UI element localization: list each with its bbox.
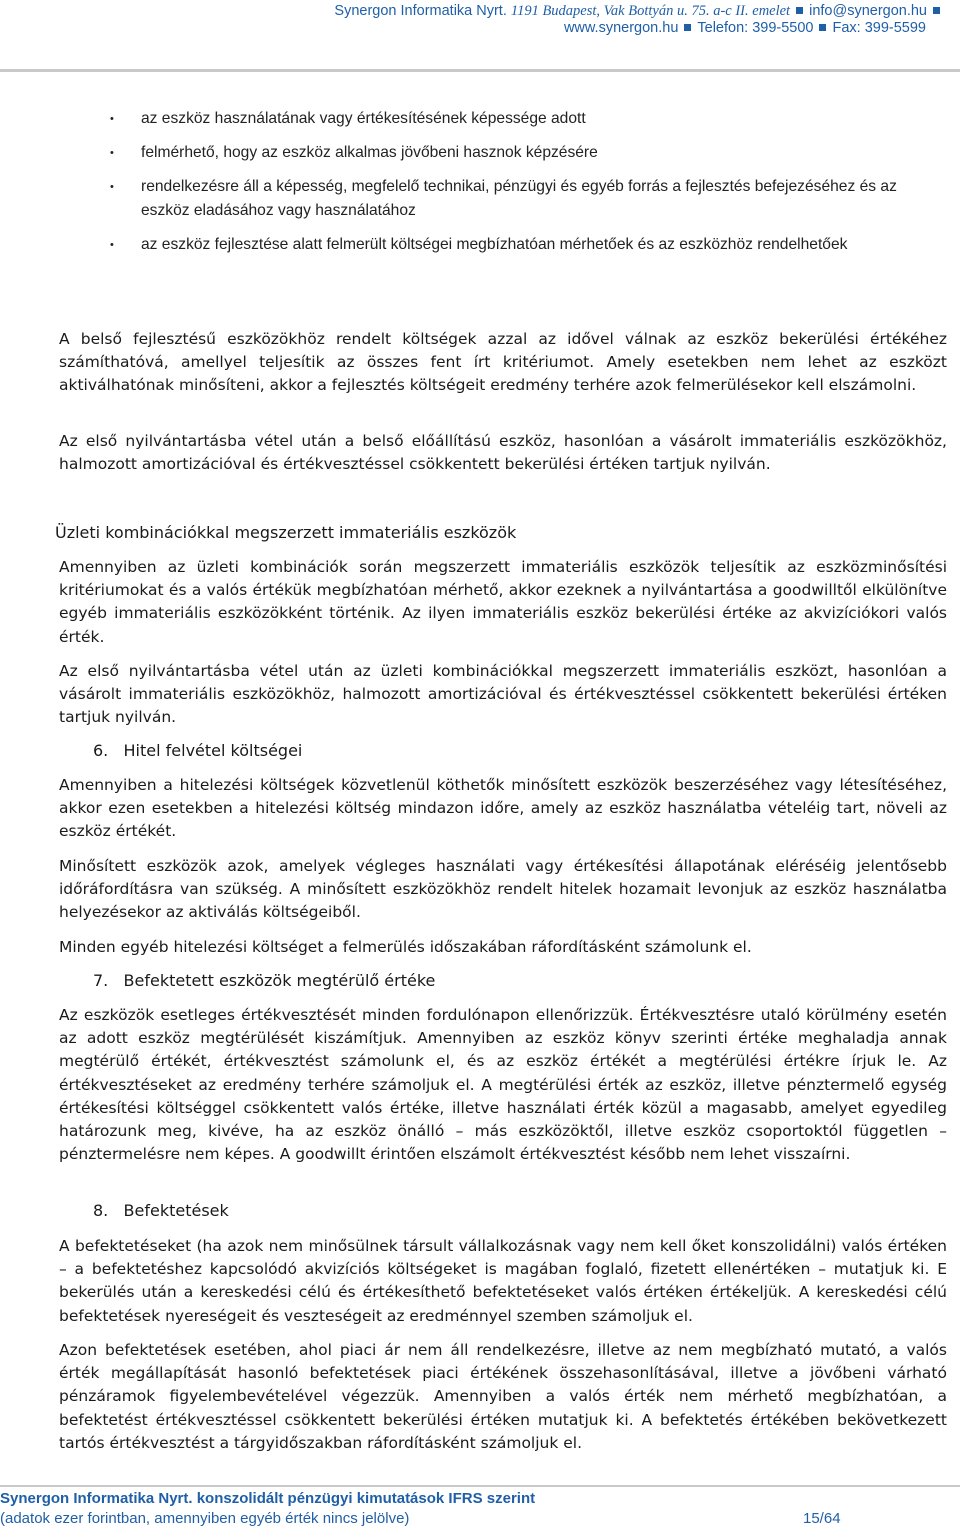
header-divider <box>0 69 960 72</box>
header-line-1 <box>334 3 946 20</box>
header-email[interactable]: info@synergon.hu <box>809 3 927 19</box>
header-company: Synergon Informatika Nyrt. <box>334 3 507 19</box>
paragraph: Amennyiben az üzleti kombinációk során megszerzett immateriális eszközök teljesítik az eszközminősítési kritériumokat és a valós értékük megbízhatóan mérhető, akkor ezeknek a nyilvántartása a goodwilltől elkülönítve egyéb immateriális eszközökként történik. Az ilyen immateriális eszköz bekerülési értéke az akvizíciókori valós érték. <box>59 558 947 646</box>
square-bullet-icon <box>796 7 803 14</box>
list-item: • rendelkezésre áll a képesség, megfelelő technikai, pénzügyi és egyéb forrás a fejlesztés befejezéséhez és az eszköz eladásához vagy használatához <box>110 175 900 223</box>
section-heading: 7. Befektetett eszközök megtérülő értéke <box>93 971 436 990</box>
paragraph: Minősített eszközök azok, amelyek végleges használati vagy értékesítési állapotának eléréséig jelentősebb időráfordításra van szükség. A minősített eszközökhöz rendelt hitelek hozamait levonjuk az eszköz használatba helyezésekor az aktiválás költségeiből. <box>59 857 947 922</box>
square-bullet-icon <box>933 7 940 14</box>
footer-title: Synergon Informatika Nyrt. konszolidált pénzügyi kimutatások IFRS szerint <box>0 1490 536 1507</box>
header-fax: Fax: 399-5599 <box>832 20 926 36</box>
paragraph: Amennyiben a hitelezési költségek közvetlenül köthetők minősített eszközök beszerzéséhez vagy létesítéséhez, akkor ezen esetekben a hitelezési költség mindazon időre, amely az eszköz használatba vételéig tart, növeli az eszköz értékét. <box>59 776 947 841</box>
header-address: 1191 Budapest, Vak Bottyán u. 75. a-c II. emelet <box>510 3 791 19</box>
list-item: • felmérhető, hogy az eszköz alkalmas jövőbeni hasznok képzésére <box>110 141 900 165</box>
square-bullet-icon <box>819 24 826 31</box>
footer-note: (adatok ezer forintban, amennyiben egyéb érték nincs jelölve) <box>0 1510 410 1527</box>
section-heading: 8. Befektetések <box>93 1201 229 1220</box>
page-header <box>334 3 946 37</box>
paragraph: Azon befektetések esetében, ahol piaci ár nem áll rendelkezésre, illetve az nem megbízható mutató, a valós érték megállapítását hasonló befektetések piaci értékének összehasonlításával, illetve a jövőbeni várható pénzáramok figyelembevételével végezzük. Amennyiben a valós érték nem mérhető megbízhatóan, a befektetést értékvesztéssel csökkentett bekerülési értéken mutatjuk ki. A befektetés értékében bekövetkezett tartós értékvesztést a tárgyidőszakban ráfordításként számoljuk el. <box>59 1341 947 1452</box>
section-heading: Üzleti kombinációkkal megszerzett immateriális eszközök <box>55 523 517 542</box>
list-item: • az eszköz használatának vagy értékesítésének képessége adott <box>110 107 900 131</box>
header-website[interactable]: www.synergon.hu <box>563 20 679 36</box>
paragraph: A belső fejlesztésű eszközökhöz rendelt költségek azzal az idővel válnak az eszköz bekerülési értékéhez számíthatóvá, amellyel teljesítik az összes fent írt kritériumot. Amely esetekben nem lehet az eszközt aktiválhatónak minősíteni, akkor a fejlesztés költségeit eredmény terhére azok felmerülésekor kell elszámolni. <box>59 330 947 395</box>
square-bullet-icon <box>684 24 691 31</box>
paragraph: Az első nyilvántartásba vétel után a belső előállítású eszköz, hasonlóan a vásárolt immateriális eszközökhöz, halmozott amortizációval és értékvesztéssel csökkentett bekerülési értéken tartjuk nyilván. <box>59 432 947 474</box>
paragraph: Minden egyéb hitelezési költséget a felmerülés időszakában ráfordításként számolunk el. <box>59 938 752 956</box>
list-item: • az eszköz fejlesztése alatt felmerült költségei megbízhatóan mérhetőek és az eszközhöz rendelhetőek <box>110 233 900 257</box>
criteria-list <box>110 107 900 267</box>
paragraph: Az eszközök esetleges értékvesztését minden fordulónapon ellenőrizzük. Értékvesztésre utaló körülmény esetén az adott eszköz megtérülését kiszámítjuk. Amennyiben az eszköz könyv szerinti értéke meghaladja annak megtérülő értékét, értékvesztést számolunk el, és az eszköz értékét a megtérülési értékre írjuk le. Az értékvesztéseket az eredmény terhére számoljuk el. A megtérülési érték az eszköz, illetve pénztermelő egység értékesítési költséggel csökkentett valós értéke, illetve használati érték közül a magasabb, amelyet egyedileg határozunk meg, kivéve, ha az eszköz önálló – más eszközöktől, illetve eszköz csoportoktól független – pénztermelésre nem képes. A goodwillt érintően elszámolt értékvesztést később nem lehet visszaírni. <box>59 1006 947 1164</box>
paragraph: A befektetéseket (ha azok nem minősülnek társult vállalkozásnak vagy nem kell őket konszolidálni) valós értéken – a befektetéshez kapcsolódó akvizíciós költségeket is magában foglaló, fizetett ellenértéken – mutatjuk ki. E bekerülés után a kereskedési célú és értékesíthető befektetéseket valós értéken értékeljük. A kereskedési célú befektetések nyereségeit és veszteségeit az eredménnyel szemben számoljuk el. <box>59 1237 947 1325</box>
section-heading: 6. Hitel felvétel költségei <box>93 741 303 760</box>
header-line-2 <box>334 20 946 37</box>
paragraph: Az első nyilvántartásba vétel után az üzleti kombinációkkal megszerzett immateriális eszközt, hasonlóan a vásárolt immateriális eszközökhöz, halmozott amortizációval és értékvesztéssel csökkentett bekerülési értéken tartjuk nyilván. <box>59 662 947 727</box>
page-number: 15/64 <box>803 1510 841 1527</box>
header-phone: Telefon: 399-5500 <box>697 20 814 36</box>
footer-divider <box>0 1485 960 1487</box>
